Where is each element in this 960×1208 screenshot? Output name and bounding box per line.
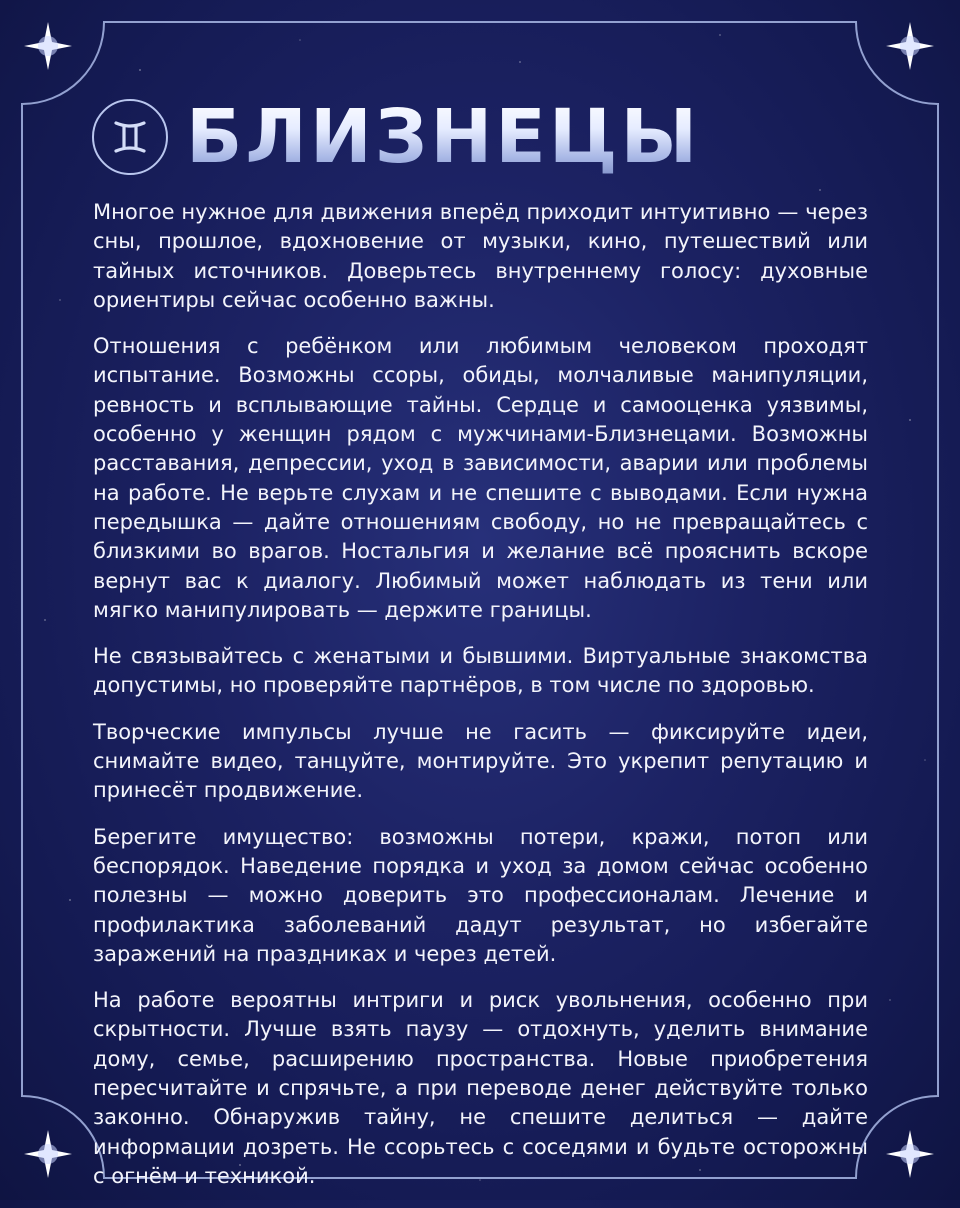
paragraph-work: На работе вероятны интриги и риск увольнения, особенно при скрытности. Лучше взять паузу — отдохнуть, уделить внимание дому, семье, расширению пространства. Новые приобретения пересчитайте и спрячьте, а при переводе денег действуйте только законно. Обнаружив тайну, не спешите делиться — дайте информации дозреть. Не ссорьтесь с соседями и будьте осторожны с огнём и техникой. xyxy=(93,988,868,1188)
horoscope-text xyxy=(93,198,868,1208)
paragraph-relationships: Отношения с ребёнком или любимым человеком проходят испытание. Возможны ссоры, обиды, молчаливые манипуляции, ревность и всплывающие тайны. Сердце и самооценка уязвимы, особенно у женщин рядом с мужчинами-Близнецами. Возможны расставания, депрессии, уход в зависимости, аварии или проблемы на работе. Не верьте слухам и не спешите с выводами. Если нужна передышка — дайте отношениям свободу, но не превращайтесь с близкими во врагов. Ностальгия и желание всё прояснить вскоре вернут вас к диалогу. Любимый может наблюдать из тени или мягко манипулировать — держите границы. xyxy=(93,334,868,622)
paragraph-home: Берегите имущество: возможны потери, кражи, потоп или беспорядок. Наведение порядка и уход за домом сейчас особенно полезны — можно доверить это профессионалам. Лечение и профилактика заболеваний дадут результат, но избегайте заражений на праздниках и через детей. xyxy=(93,824,868,966)
page-title: БЛИЗНЕЦЫ xyxy=(186,94,701,180)
zodiac-badge xyxy=(92,99,168,175)
header xyxy=(92,96,700,178)
paragraph-intuition: Многое нужное для движения вперёд приходит интуитивно — через сны, прошлое, вдохновение от музыки, кино, путешествий или тайных источников. Доверьтесь внутреннему голосу: духовные ориентиры сейчас особенно важны. xyxy=(93,200,868,312)
paragraph-creativity: Творческие импульсы лучше не гасить — фиксируйте идеи, снимайте видео, танцуйте, монтируйте. Это укрепит репутацию и принесёт продвижение. xyxy=(93,719,868,803)
gemini-icon xyxy=(108,115,152,159)
paragraph-dating: Не связывайтесь с женатыми и бывшими. Виртуальные знакомства допустимы, но проверяйте партнёров, в том числе по здоровью. xyxy=(93,644,868,698)
